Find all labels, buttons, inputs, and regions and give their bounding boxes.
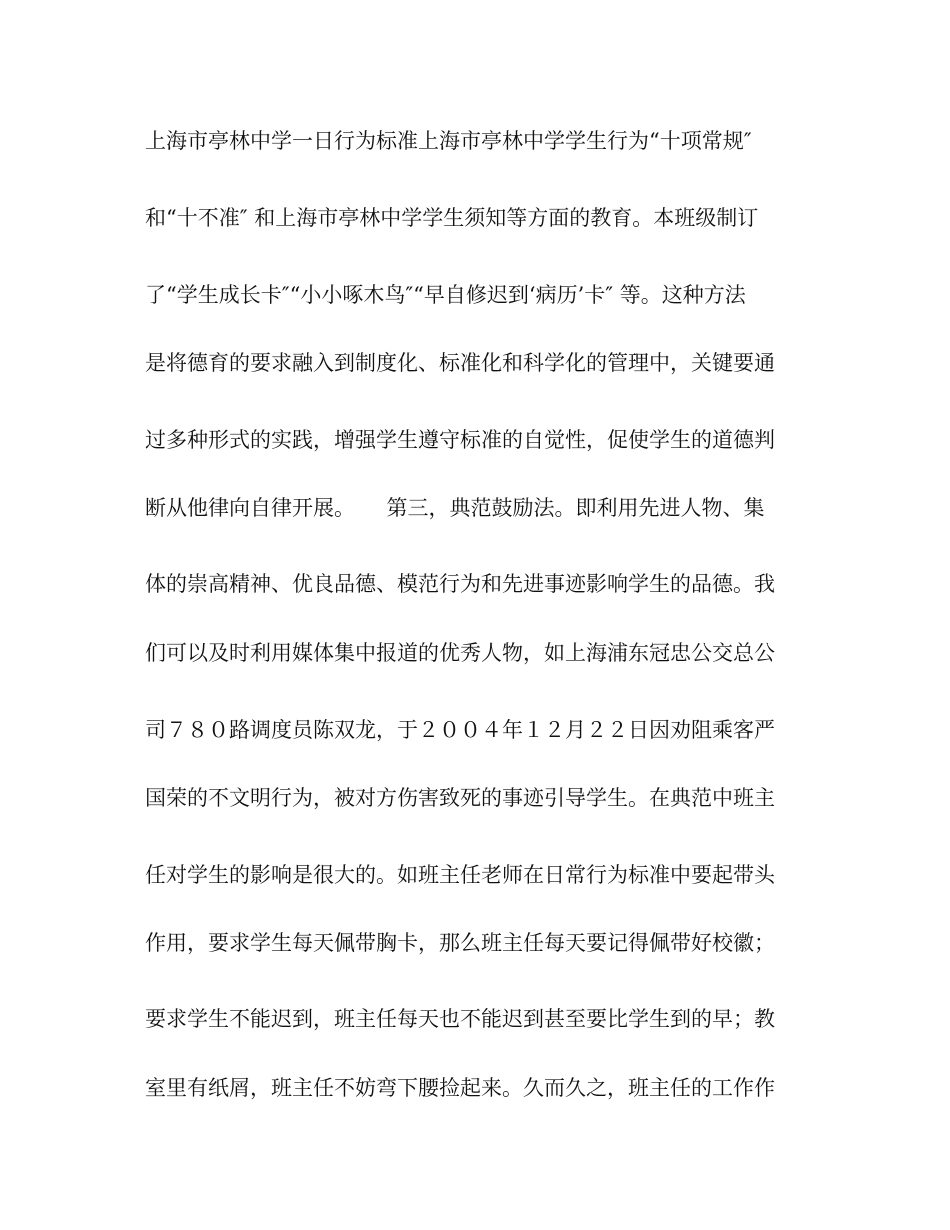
text-line: 司７８０路调度员陈双龙，于２００４年１２月２２日因劝阻乘客严 [145, 718, 775, 742]
text-line: 过多种形式的实践，增强学生遵守标准的自觉性，促使学生的道德判 [145, 428, 775, 452]
text-line: 们可以及时利用媒体集中报道的优秀人物，如上海浦东冠忠公交总公 [145, 641, 775, 665]
text-line: 任对学生的影响是很大的。如班主任老师在日常行为标准中要起带头 [145, 863, 775, 887]
text-line: 作用，要求学生每天佩带胸卡，那么班主任每天要记得佩带好校徽； [145, 931, 775, 955]
text-line: 断从他律向自律开展。 第三，典范鼓励法。即利用先进人物、集 [145, 496, 765, 520]
text-line: 是将德育的要求融入到制度化、标准化和科学化的管理中，关键要通 [145, 351, 775, 375]
text-line: 体的崇高精神、优良品德、模范行为和先进事迹影响学生的品德。我 [145, 572, 775, 596]
text-line: 要求学生不能迟到，班主任每天也不能迟到甚至要比学生到的早；教 [145, 1007, 775, 1031]
text-line: 上海市亭林中学一日行为标准上海市亭林中学学生行为“十项常规″ [145, 129, 752, 153]
text-line: 室里有纸屑，班主任不妨弯下腰捡起来。久而久之，班主任的工作作 [145, 1076, 775, 1100]
text-line: 和“十不准″ 和上海市亭林中学学生须知等方面的教育。本班级制订 [145, 206, 759, 230]
text-line: 国荣的不文明行为，被对方伤害致死的事迹引导学生。在典范中班主 [145, 786, 775, 810]
text-line: 了“学生成长卡″“小小啄木鸟″“早自修迟到‘病历’卡″ 等。这种方法 [145, 283, 746, 307]
